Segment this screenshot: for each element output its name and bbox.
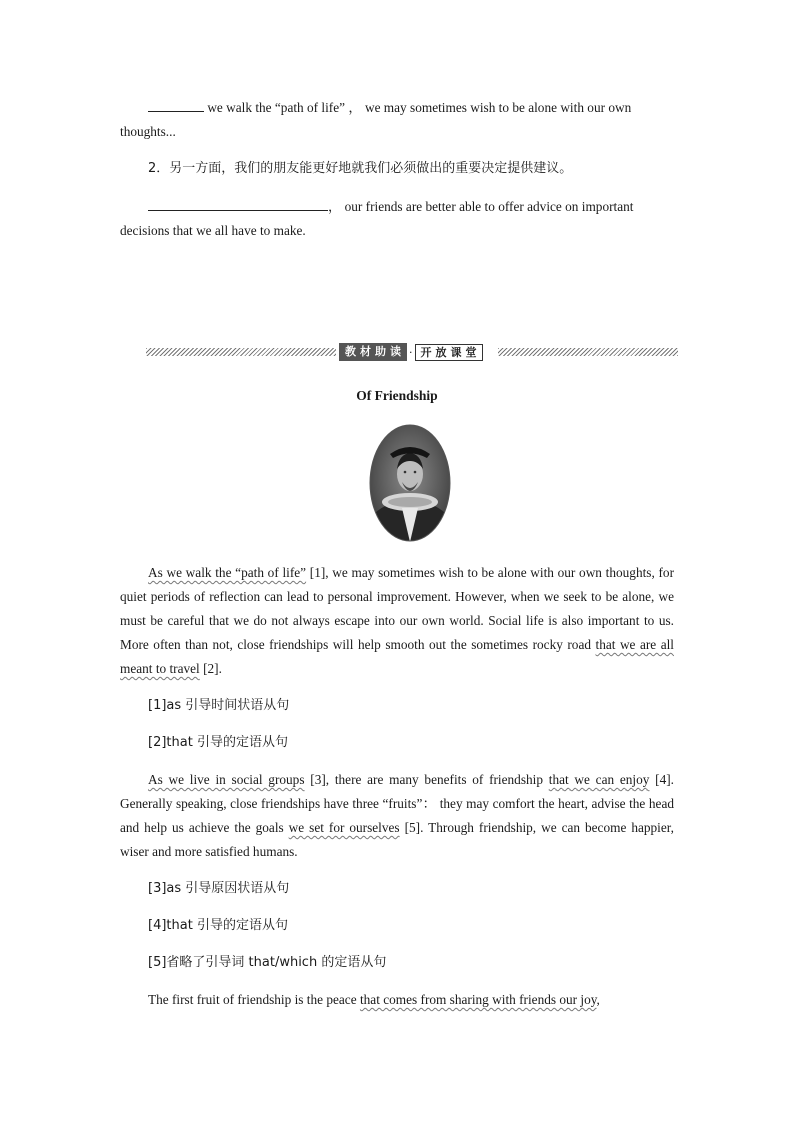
note-2: [2]that 引导的定语从句 bbox=[148, 735, 288, 750]
question-2: 2．另一方面，我们的朋友能更好地就我们必须做出的重要决定提供建议。 bbox=[148, 161, 573, 176]
answer-blank-1[interactable] bbox=[148, 97, 204, 112]
section-banner bbox=[146, 343, 678, 361]
note-3: [3]as 引导原因状语从句 bbox=[148, 881, 290, 896]
banner-hatch-left bbox=[146, 348, 336, 356]
article-paragraph-1: As we walk the “path of life” [1], we may sometimes wish to be alone with our own thoughts, for quiet periods of reflection can lead to personal improvement. However, when we seek to be alone, we must be careful that we do not always escape into our own world. Social life is also important to us. More often than not, close friendships will help smooth out the sometimes rocky road that we are all meant to travel [2]. bbox=[120, 565, 674, 676]
banner-tag-textbook: 教材助读 bbox=[339, 343, 407, 361]
banner-tags bbox=[339, 343, 483, 361]
article-title: Of Friendship bbox=[356, 388, 438, 403]
exercise-section bbox=[120, 96, 674, 243]
article-paragraph-2: As we live in social groups [3], there are many benefits of friendship that we can enjoy [4]. Generally speaking, close friendships have three “fruits”： they may comfort the heart, advise the head and help us achieve the goals we set for ourselves [5]. Through friendship, we can become happier, wiser and more satisfied humans. bbox=[120, 772, 675, 859]
note-4: [4]that 引导的定语从句 bbox=[148, 918, 288, 933]
exercise-line-1: we walk the “path of life” ， we may sometimes wish to be alone with our own bbox=[120, 96, 674, 120]
note-5: [5]省略了引导词 that/which 的定语从句 bbox=[148, 955, 387, 970]
answer-blank-2[interactable] bbox=[148, 196, 328, 211]
banner-dot: · bbox=[409, 345, 413, 359]
banner-tag-open-class: 开放课堂 bbox=[415, 344, 483, 361]
exercise-line-2-cont: decisions that we all have to make. bbox=[120, 223, 306, 238]
banner-hatch-right bbox=[498, 348, 678, 356]
portrait-image bbox=[369, 424, 451, 542]
article-paragraph-3: The first fruit of friendship is the peace that comes from sharing with friends our joy, bbox=[148, 992, 600, 1007]
article-body bbox=[120, 561, 674, 1012]
note-1: [1]as 引导时间状语从句 bbox=[148, 698, 290, 713]
exercise-line-2: ， our friends are better able to offer advice on important bbox=[120, 195, 674, 219]
exercise-line-1-cont: thoughts... bbox=[120, 124, 176, 139]
